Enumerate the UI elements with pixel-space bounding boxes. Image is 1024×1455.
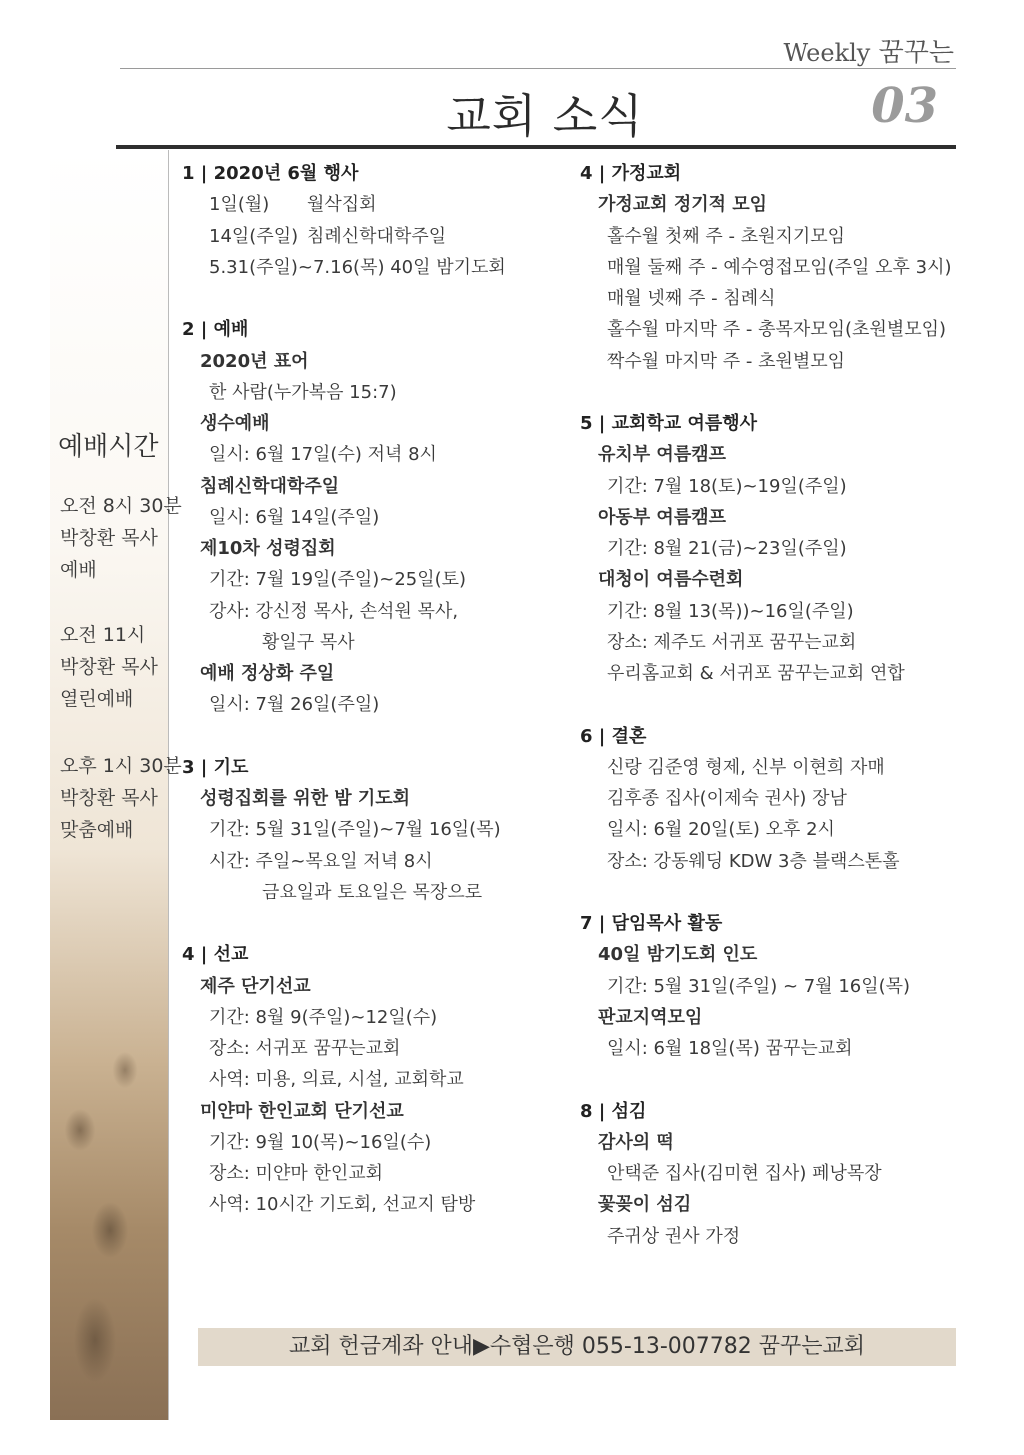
service-time: 오후 1시 30분 [60, 755, 182, 777]
item-event: 침례신학대학주일 [307, 225, 447, 247]
list-item: 일시: 6월 18일(목) 꿈꾸는교회 [607, 1038, 853, 1059]
subheading: 성령집회를 위한 밤 기도회 [200, 788, 411, 809]
list-item: 기간: 5월 31일(주일) ~ 7월 16일(목) [607, 975, 911, 997]
section-heading: 2 | 예배 [182, 319, 249, 341]
list-item: 장소: 서귀포 꿈꾸는교회 [209, 1038, 401, 1059]
list-item: 장소: 강동웨딩 KDW 3층 블랙스톤홀 [607, 850, 900, 872]
list-item: 사역: 미용, 의료, 시설, 교회학교 [209, 1069, 464, 1091]
worship-service-1 [60, 490, 182, 586]
list-item [182, 221, 562, 252]
list-item: 기간: 9월 10(목)~16일(수) [209, 1131, 432, 1153]
right-column [580, 158, 980, 1252]
service-pastor: 박창환 목사 [60, 527, 158, 549]
page-number: 03 [871, 78, 938, 134]
subheading: 유치부 여름캠프 [598, 444, 726, 466]
section-heading: 5 | 교회학교 여름행사 [580, 413, 758, 434]
list-item: 홀수월 첫째 주 - 초원지기모임 [607, 225, 846, 247]
list-item: 홀수월 마지막 주 - 총목자모임(초원별모임) [607, 319, 947, 341]
subheading: 침례신학대학주일 [200, 475, 340, 497]
list-item: 한 사람(누가복음 15:7) [209, 381, 397, 403]
weekly-header [783, 32, 954, 69]
item-event: 월삭집회 [307, 194, 377, 216]
subheading: 40일 밤기도회 인도 [598, 944, 758, 966]
subheading: 미얀마 한인교회 단기선교 [200, 1100, 404, 1122]
service-name: 열린예배 [60, 688, 134, 710]
service-name: 맞춤예배 [60, 819, 134, 841]
list-item [182, 189, 562, 220]
subheading: 생수예배 [200, 413, 270, 434]
list-item: 김후종 집사(이제숙 권사) 장남 [607, 788, 847, 809]
subheading: 제10차 성령집회 [200, 538, 336, 559]
section-heading: 1 | 2020년 6월 행사 [182, 163, 359, 184]
list-item: 매월 넷째 주 - 침례식 [607, 288, 776, 309]
header-rule [120, 68, 956, 69]
list-item: 장소: 미얀마 한인교회 [209, 1163, 383, 1184]
list-item: 일시: 6월 14일(주일) [209, 506, 380, 528]
left-column [182, 158, 562, 1221]
service-pastor: 박창환 목사 [60, 787, 158, 809]
subheading: 판교지역모임 [598, 1006, 703, 1028]
list-item: 기간: 8월 13(목))~16일(주일) [607, 600, 854, 622]
section-heading: 8 | 섬김 [580, 1100, 647, 1122]
item-date: 1일(월) [209, 194, 270, 216]
list-item: 황일구 목사 [262, 631, 355, 653]
subheading: 2020년 표어 [200, 350, 309, 372]
list-item: 우리홈교회 & 서귀포 꿈꾸는교회 연합 [607, 663, 905, 684]
section-heading: 4 | 가정교회 [580, 163, 682, 184]
list-item: 5.31(주일)~7.16(목) 40일 밤기도회 [209, 256, 506, 278]
worship-service-3 [60, 750, 182, 846]
title-rule [116, 145, 956, 149]
subheading: 제주 단기선교 [200, 975, 311, 997]
service-time: 오전 8시 30분 [60, 495, 182, 517]
list-item: 신랑 김준영 형제, 신부 이현희 자매 [607, 756, 885, 778]
list-item: 기간: 7월 19일(주일)~25일(토) [209, 569, 467, 591]
list-item: 일시: 6월 17일(수) 저녁 8시 [209, 444, 437, 466]
section-heading: 7 | 담임목사 활동 [580, 913, 723, 934]
subheading: 꽃꽂이 섬김 [598, 1194, 692, 1216]
service-pastor: 박창환 목사 [60, 656, 158, 678]
page-title: 교회 소식 [446, 89, 644, 143]
subheading: 아동부 여름캠프 [598, 506, 726, 528]
section-heading: 4 | 선교 [182, 944, 249, 966]
list-item: 주귀상 권사 가정 [607, 1225, 741, 1247]
list-item: 시간: 주일~목요일 저녁 8시 [209, 850, 433, 872]
list-item: 기간: 8월 9(주일)~12일(수) [209, 1006, 438, 1028]
service-time: 오전 11시 [60, 624, 146, 646]
list-item: 짝수월 마지막 주 - 초원별모임 [607, 350, 846, 372]
worship-service-2 [60, 619, 158, 715]
list-item: 일시: 7월 26일(주일) [209, 694, 380, 716]
offering-account-info: 교회 헌금계좌 안내▶수협은행 055-13-007782 꿈꾸는교회 [288, 1334, 866, 1359]
item-date: 14일(주일) [209, 225, 299, 247]
list-item: 기간: 5월 31일(주일)~7월 16일(목) [209, 819, 501, 841]
list-item: 장소: 제주도 서귀포 꿈꾸는교회 [607, 631, 857, 653]
list-item: 일시: 6월 20일(토) 오후 2시 [607, 819, 835, 841]
list-item: 매월 둘째 주 - 예수영접모임(주일 오후 3시) [607, 256, 952, 278]
section-heading: 6 | 결혼 [580, 725, 647, 747]
worship-time-title: 예배시간 [58, 432, 159, 462]
subheading: 대청이 여름수련회 [598, 569, 744, 591]
subheading: 감사의 떡 [598, 1131, 674, 1153]
brand-label: 꿈꾸는 [878, 38, 954, 68]
list-item: 금요일과 토요일은 목장으로 [262, 881, 483, 903]
service-name: 예배 [60, 559, 97, 581]
section-heading: 3 | 기도 [182, 756, 249, 778]
list-item: 기간: 8월 21(금)~23일(주일) [607, 538, 847, 559]
subheading: 예배 정상화 주일 [200, 663, 335, 684]
subheading: 가정교회 정기적 모임 [598, 194, 768, 216]
list-item: 강사: 강신정 목사, 손석원 목사, [209, 600, 459, 622]
list-item: 사역: 10시간 기도회, 선교지 탐방 [209, 1194, 476, 1216]
weekly-label: Weekly [783, 39, 871, 67]
list-item: 기간: 7월 18(토)~19일(주일) [607, 475, 847, 497]
list-item: 안택준 집사(김미현 집사) 페낭목장 [607, 1163, 882, 1184]
